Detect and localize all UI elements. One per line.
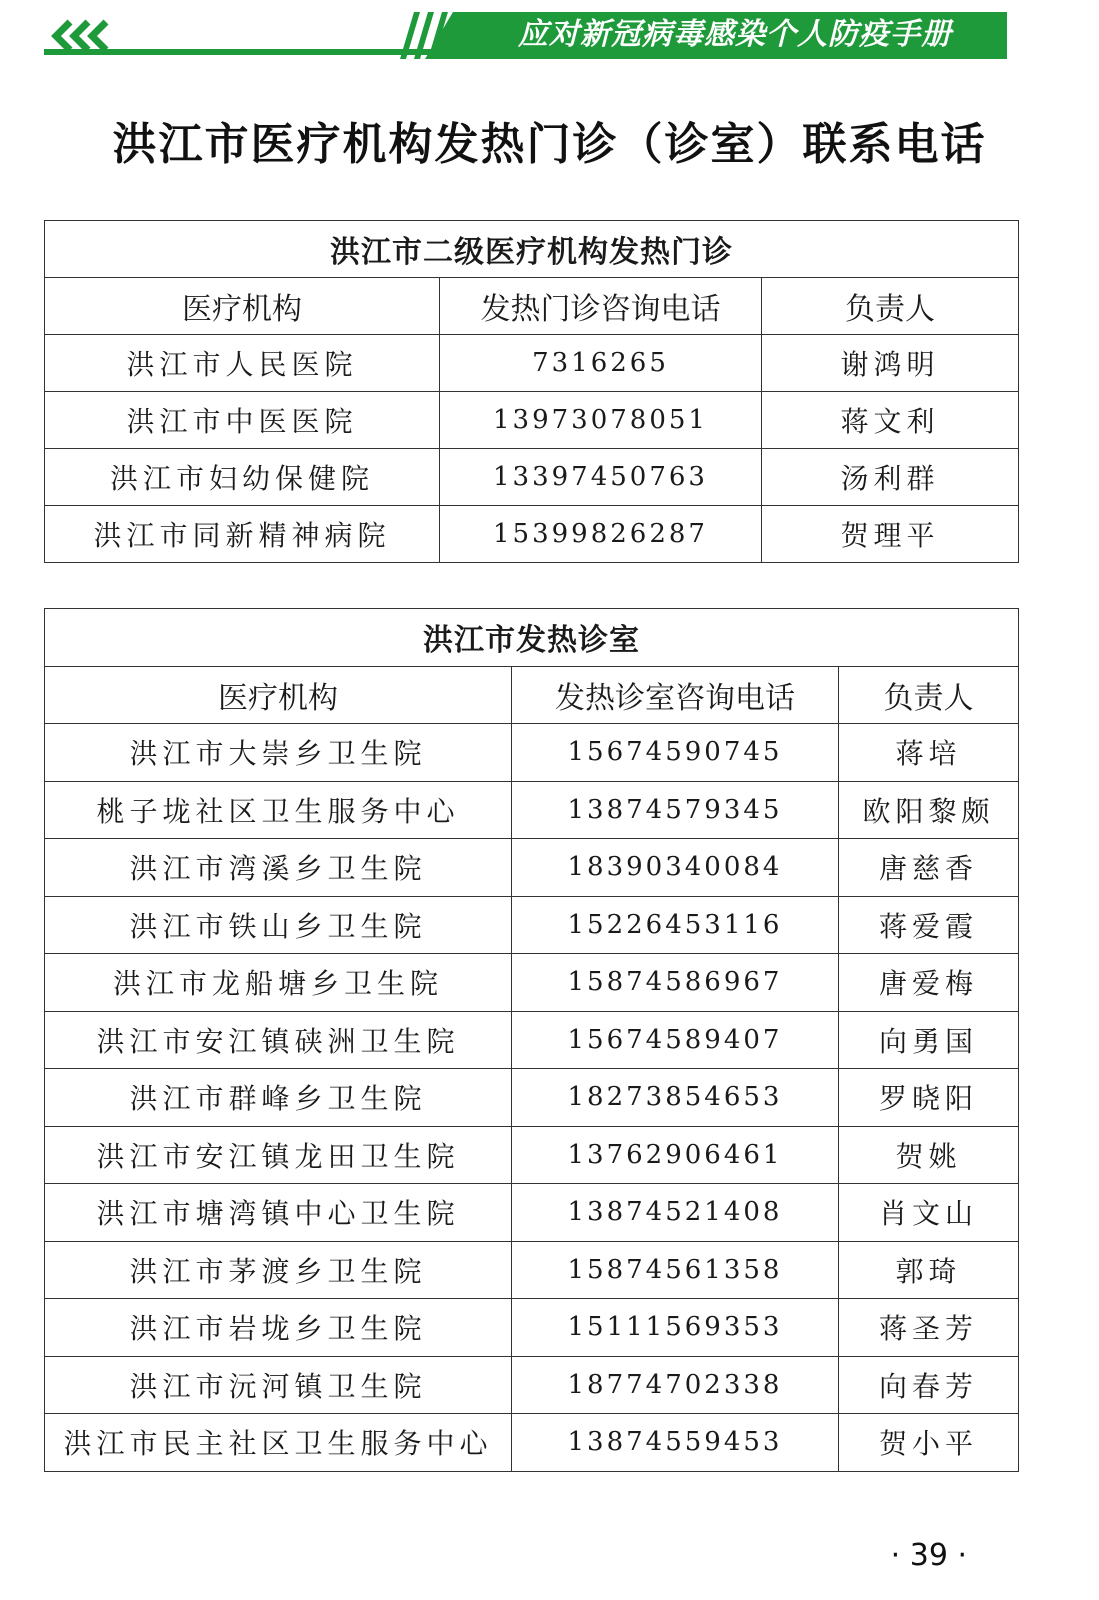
col-header-person: 负责人 — [762, 278, 1019, 335]
person-cell: 贺理平 — [762, 506, 1019, 563]
table-row — [45, 1069, 1019, 1127]
person-cell: 蒋圣芳 — [839, 1299, 1019, 1357]
person-cell: 罗晓阳 — [839, 1069, 1019, 1127]
phone-cell: 7316265 — [440, 335, 762, 392]
table-row — [45, 506, 1019, 563]
table-row — [45, 1126, 1019, 1184]
table2-caption: 洪江市发热诊室 — [45, 609, 1019, 667]
phone-cell: 18774702338 — [512, 1356, 839, 1414]
institution-cell: 洪江市安江镇硖洲卫生院 — [45, 1011, 512, 1069]
table-row — [45, 839, 1019, 897]
phone-cell: 15674589407 — [512, 1011, 839, 1069]
phone-cell: 15674590745 — [512, 724, 839, 782]
secondary-hospitals-table — [44, 220, 1019, 563]
institution-cell: 洪江市中医医院 — [45, 392, 440, 449]
institution-cell: 洪江市茅渡乡卫生院 — [45, 1241, 512, 1299]
phone-cell: 15874586967 — [512, 954, 839, 1012]
phone-cell: 15226453116 — [512, 896, 839, 954]
person-cell: 谢鸿明 — [762, 335, 1019, 392]
table-row — [45, 724, 1019, 782]
person-cell: 郭琦 — [839, 1241, 1019, 1299]
fever-clinic-table — [44, 608, 1019, 1472]
person-cell: 蒋文利 — [762, 392, 1019, 449]
table1-caption: 洪江市二级医疗机构发热门诊 — [45, 221, 1019, 278]
institution-cell: 洪江市铁山乡卫生院 — [45, 896, 512, 954]
banner-title: 应对新冠病毒感染个人防疫手册 — [518, 17, 952, 52]
institution-cell: 洪江市大崇乡卫生院 — [45, 724, 512, 782]
table2-header-row — [45, 666, 1019, 724]
table-row — [45, 449, 1019, 506]
institution-cell: 洪江市龙船塘乡卫生院 — [45, 954, 512, 1012]
col-header-institution: 医疗机构 — [45, 278, 440, 335]
institution-cell: 洪江市安江镇龙田卫生院 — [45, 1126, 512, 1184]
institution-cell: 洪江市妇幼保健院 — [45, 449, 440, 506]
table-row — [45, 1356, 1019, 1414]
phone-cell: 13973078051 — [440, 392, 762, 449]
person-cell: 欧阳黎颇 — [839, 781, 1019, 839]
person-cell: 向春芳 — [839, 1356, 1019, 1414]
phone-cell: 13874559453 — [512, 1414, 839, 1472]
person-cell: 唐爱梅 — [839, 954, 1019, 1012]
person-cell: 唐慈香 — [839, 839, 1019, 897]
page-title: 洪江市医疗机构发热门诊（诊室）联系电话 — [112, 119, 987, 170]
institution-cell: 洪江市塘湾镇中心卫生院 — [45, 1184, 512, 1242]
table-row — [45, 1241, 1019, 1299]
table1-header-row — [45, 278, 1019, 335]
person-cell: 肖文山 — [839, 1184, 1019, 1242]
col-header-person: 负责人 — [839, 666, 1019, 724]
person-cell: 蒋爱霞 — [839, 896, 1019, 954]
institution-cell: 洪江市湾溪乡卫生院 — [45, 839, 512, 897]
col-header-phone: 发热门诊咨询电话 — [440, 278, 762, 335]
page-number: · 39 · — [890, 1538, 967, 1573]
header-banner — [0, 0, 1099, 70]
phone-cell: 15399826287 — [440, 506, 762, 563]
institution-cell: 桃子垅社区卫生服务中心 — [45, 781, 512, 839]
institution-cell: 洪江市同新精神病院 — [45, 506, 440, 563]
table-row — [45, 1414, 1019, 1472]
table-row — [45, 896, 1019, 954]
table-row — [45, 781, 1019, 839]
phone-cell: 13874521408 — [512, 1184, 839, 1242]
institution-cell: 洪江市岩垅乡卫生院 — [45, 1299, 512, 1357]
person-cell: 向勇国 — [839, 1011, 1019, 1069]
institution-cell: 洪江市群峰乡卫生院 — [45, 1069, 512, 1127]
person-cell: 蒋培 — [839, 724, 1019, 782]
phone-cell: 13397450763 — [440, 449, 762, 506]
phone-cell: 18390340084 — [512, 839, 839, 897]
person-cell: 贺姚 — [839, 1126, 1019, 1184]
table-row — [45, 1011, 1019, 1069]
table-row — [45, 1299, 1019, 1357]
institution-cell: 洪江市沅河镇卫生院 — [45, 1356, 512, 1414]
institution-cell: 洪江市民主社区卫生服务中心 — [45, 1414, 512, 1472]
person-cell: 汤利群 — [762, 449, 1019, 506]
table-row — [45, 392, 1019, 449]
person-cell: 贺小平 — [839, 1414, 1019, 1472]
phone-cell: 15111569353 — [512, 1299, 839, 1357]
table-row — [45, 335, 1019, 392]
col-header-institution: 医疗机构 — [45, 666, 512, 724]
phone-cell: 13762906461 — [512, 1126, 839, 1184]
table-row — [45, 1184, 1019, 1242]
phone-cell: 15874561358 — [512, 1241, 839, 1299]
institution-cell: 洪江市人民医院 — [45, 335, 440, 392]
phone-cell: 13874579345 — [512, 781, 839, 839]
col-header-phone: 发热诊室咨询电话 — [512, 666, 839, 724]
table-row — [45, 954, 1019, 1012]
phone-cell: 18273854653 — [512, 1069, 839, 1127]
banner-rule — [44, 49, 444, 55]
